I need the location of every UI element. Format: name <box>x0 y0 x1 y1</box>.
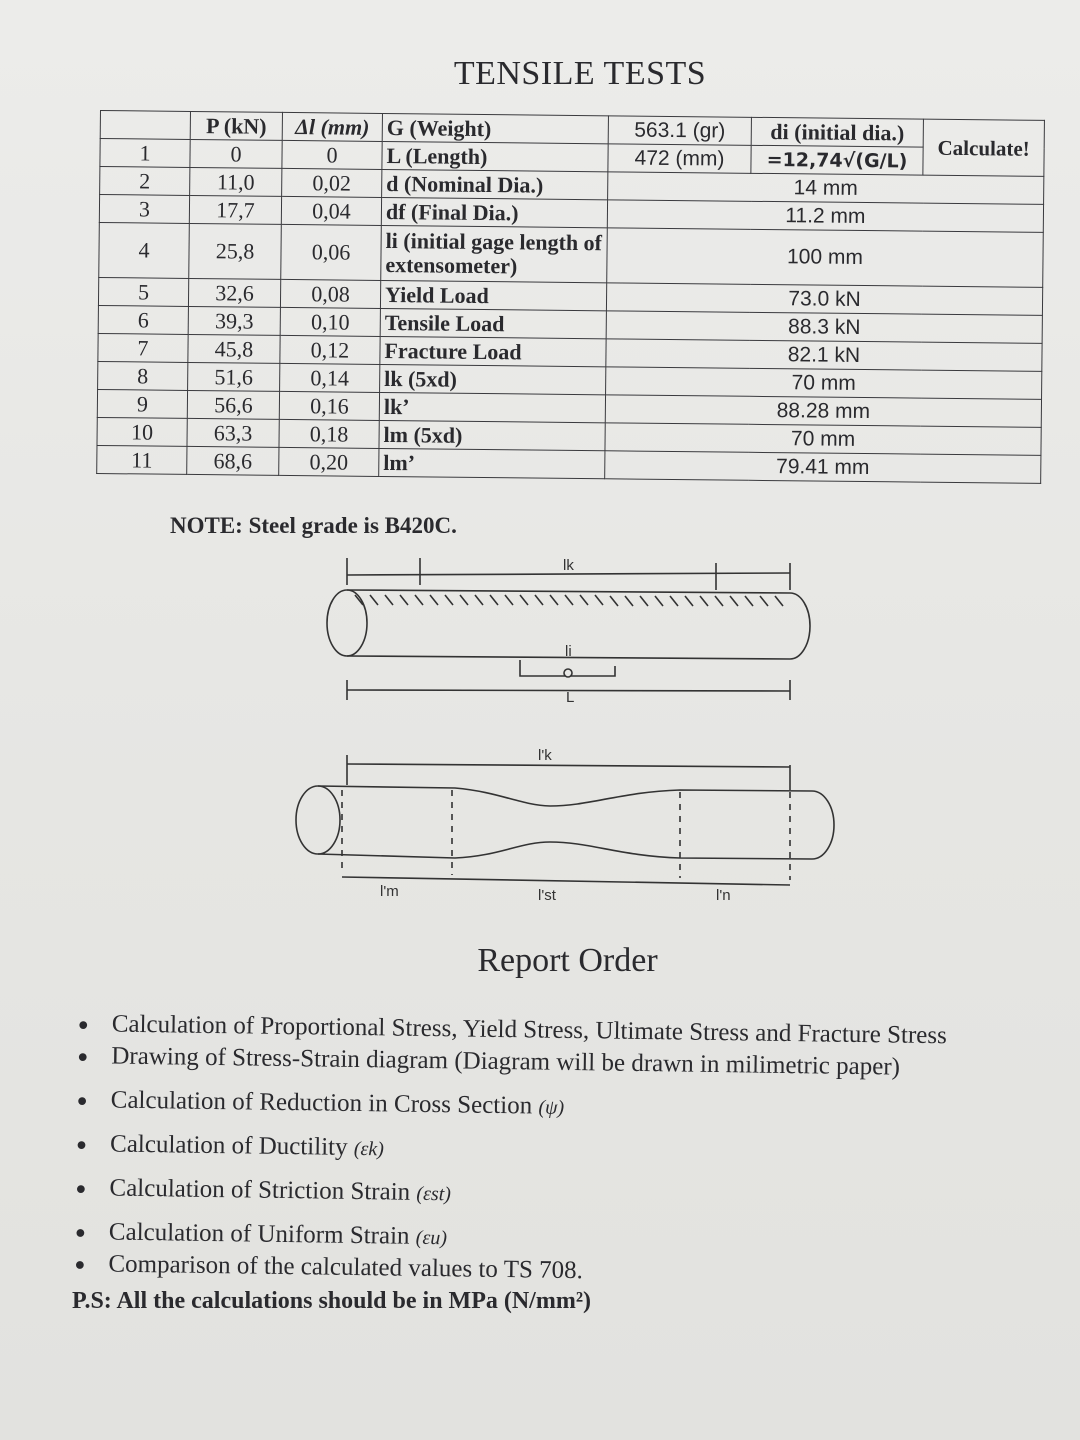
row-number: 10 <box>97 417 187 446</box>
striction-symbol: (εst) <box>416 1182 452 1206</box>
load-cell: 0 <box>190 139 282 168</box>
load-cell: 17,7 <box>189 195 281 224</box>
label-lk-prime: l'k <box>538 747 552 764</box>
load-cell: 63,3 <box>187 418 279 447</box>
elongation-cell: 0,02 <box>282 168 382 197</box>
ductility-symbol: (εk) <box>353 1137 385 1161</box>
property-value: 82.1 kN <box>606 339 1042 372</box>
list-item: ● Calculation of Reduction in Cross Section (ψ) <box>70 1086 1051 1144</box>
report-order-list <box>68 1010 1052 1296</box>
property-value: 73.0 kN <box>606 283 1042 316</box>
elongation-cell: 0,06 <box>281 224 382 280</box>
specimen-diagram <box>0 540 1080 920</box>
load-cell: 25,8 <box>189 223 282 279</box>
load-cell: 39,3 <box>188 306 280 335</box>
row-number: 9 <box>97 389 187 418</box>
header-elongation: Δl (mm) <box>282 112 382 141</box>
list-item: ● Calculation of Ductility (εk) <box>70 1130 1051 1188</box>
fractured-specimen <box>318 786 834 859</box>
label-li: li <box>565 643 572 660</box>
load-cell: 68,6 <box>187 446 279 475</box>
property-label: d (Nominal Dia.) <box>382 169 608 199</box>
steel-grade-note: NOTE: Steel grade is B420C. <box>170 513 457 538</box>
table-cell <box>100 111 190 140</box>
initial-dia-label: di (initial dia.) <box>751 117 923 147</box>
elongation-cell: 0,12 <box>280 335 380 364</box>
load-cell: 11,0 <box>190 167 282 196</box>
elongation-cell: 0,20 <box>279 447 379 476</box>
elongation-cell: 0,08 <box>280 279 380 308</box>
property-label: lm’ <box>379 448 605 478</box>
property-label: Yield Load <box>380 280 606 310</box>
row-number: 2 <box>100 167 190 196</box>
property-value: 14 mm <box>608 172 1044 205</box>
ps-note: P.S: All the calculations should be in MPa (N/mm²) <box>72 1288 592 1314</box>
load-cell: 45,8 <box>188 334 280 363</box>
header-load: P (kN) <box>190 111 282 140</box>
lk2-dimension-line <box>347 764 790 767</box>
report-order-title: Report Order <box>477 942 658 979</box>
property-value: 88.28 mm <box>605 395 1041 428</box>
label-lm-prime: l'm <box>380 883 399 900</box>
length-value: 472 (mm) <box>608 144 751 173</box>
row-number: 4 <box>99 222 190 278</box>
list-item: ● Calculation of Striction Strain (εst) <box>69 1174 1050 1232</box>
property-label: li (initial gage length of extensometer) <box>381 225 608 282</box>
calculate-label: Calculate! <box>923 119 1045 176</box>
uniform-strain-symbol: (εu) <box>415 1226 448 1250</box>
row-number: 5 <box>98 277 188 306</box>
row-number: 3 <box>99 195 189 224</box>
row-number: 1 <box>100 139 190 168</box>
property-value: 88.3 kN <box>606 311 1042 344</box>
property-value: 70 mm <box>605 423 1041 456</box>
page-title: TENSILE TESTS <box>453 55 707 92</box>
property-label: df (Final Dia.) <box>381 197 607 227</box>
label-lst-prime: l'st <box>538 887 556 904</box>
initial-dia-formula: =12,74√(G/L) <box>751 145 923 175</box>
property-label: lk (5xd) <box>380 364 606 394</box>
weight-value: 563.1 (gr) <box>608 116 751 145</box>
weight-label: G (Weight) <box>382 113 608 143</box>
elongation-cell: 0,16 <box>279 391 379 420</box>
row-number: 8 <box>98 361 188 390</box>
elongation-cell: 0 <box>282 140 382 169</box>
row-number: 7 <box>98 333 188 362</box>
gage-marks <box>355 595 783 606</box>
list-item: ● Drawing of Stress-Strain diagram (Diagram will be drawn in milimetric paper) <box>71 1042 1052 1100</box>
elongation-cell: 0,14 <box>280 363 380 392</box>
psi-symbol: (ψ) <box>538 1096 565 1119</box>
property-value: 11.2 mm <box>607 200 1043 233</box>
elongation-cell: 0,10 <box>280 307 380 336</box>
property-label: lm (5xd) <box>379 420 605 450</box>
load-cell: 56,6 <box>187 390 279 419</box>
bottom-dimension-line <box>342 877 790 885</box>
property-value: 100 mm <box>607 228 1044 288</box>
list-item: ● Comparison of the calculated values to TS 708. <box>68 1250 1048 1296</box>
row-number: 6 <box>98 305 188 334</box>
load-cell: 51,6 <box>188 362 280 391</box>
round-specimen <box>347 590 810 659</box>
elongation-cell: 0,18 <box>279 419 379 448</box>
elongation-cell: 0,04 <box>281 196 381 225</box>
property-label: L (Length) <box>382 141 608 171</box>
table-row <box>99 222 1044 287</box>
label-L: L <box>566 689 575 706</box>
property-label: Tensile Load <box>380 308 606 338</box>
property-label: Fracture Load <box>380 336 606 366</box>
load-cell: 32,6 <box>188 278 280 307</box>
property-value: 79.41 mm <box>605 451 1041 484</box>
property-label: lk’ <box>379 392 605 422</box>
label-ln-prime: l'n <box>716 887 731 904</box>
specimen-end <box>327 590 367 656</box>
label-lk: lk <box>563 557 574 574</box>
list-item: ● Calculation of Uniform Strain (εu) <box>69 1218 1049 1264</box>
list-item: ● Calculation of Proportional Stress, Yield Stress, Ultimate Stress and Fracture Stress <box>72 1010 1052 1056</box>
row-number: 11 <box>97 445 187 474</box>
property-value: 70 mm <box>606 367 1042 400</box>
tensile-data-table <box>96 110 1045 484</box>
